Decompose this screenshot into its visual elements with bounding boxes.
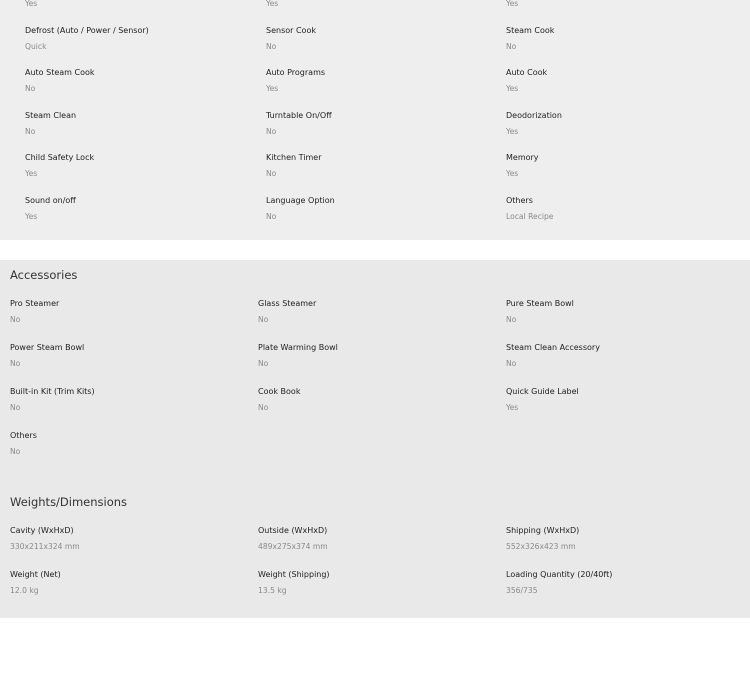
weights-dimensions-heading: Weights/Dimensions [10,495,128,509]
spec-item [258,570,488,596]
spec-value: No [10,315,21,324]
spec-label: Turntable On/Off [266,111,332,120]
spec-label: Sound on/off [25,196,76,205]
spec-label: Power Steam Bowl [10,343,85,352]
spec-value: Yes [25,169,38,178]
spec-item [25,196,255,222]
spec-label: Weight (Net) [10,570,61,579]
spec-value: No [258,403,269,412]
spec-value: No [10,447,21,456]
spec-label: Language Option [266,196,335,205]
spec-label: Auto Programs [266,68,326,77]
spec-label: Sensor Cook [266,26,316,35]
spec-item [258,387,488,413]
spec-item [10,387,240,413]
spec-value: Yes [506,84,519,93]
spec-value: No [266,212,277,221]
spec-value: 489x275x374 mm [258,542,328,551]
spec-value: No [258,315,269,324]
spec-item [266,111,496,137]
spec-item [10,343,240,369]
spec-value: No [266,169,277,178]
spec-value: Yes [25,212,38,221]
spec-label: Pure Steam Bowl [506,299,574,308]
specs-panel [0,260,750,618]
spec-value: Local Recipe [506,212,554,221]
spec-item [506,526,736,552]
spec-item [506,570,736,596]
spec-item [506,196,736,222]
spec-item [506,26,736,52]
spec-item [10,570,240,596]
spec-label: Pro Steamer [10,299,60,308]
spec-label: Plate Warming Bowl [258,343,338,352]
spec-value: Yes [25,0,38,8]
features-panel [0,0,750,240]
spec-item [506,111,736,137]
accessories-heading: Accessories [10,268,78,282]
spec-label: Shipping (WxHxD) [506,526,580,535]
spec-label: Kitchen Timer [266,153,322,162]
spec-item [258,343,488,369]
spec-value: No [266,127,277,136]
spec-item [10,526,240,552]
spec-value: Yes [506,0,519,8]
spec-value: No [10,359,21,368]
spec-label: Auto Steam Cook [25,68,95,77]
spec-item [266,68,496,94]
spec-value: 13.5 kg [258,586,287,595]
spec-label: Defrost (Auto / Power / Sensor) [25,26,149,35]
spec-item [506,387,736,413]
spec-value: No [506,359,517,368]
spec-label: Steam Clean Accessory [506,343,600,352]
spec-label: Glass Steamer [258,299,317,308]
spec-value: Yes [506,127,519,136]
spec-value: No [258,359,269,368]
spec-label: Outside (WxHxD) [258,526,328,535]
spec-label: Loading Quantity (20/40ft) [506,570,613,579]
spec-value: No [266,42,277,51]
spec-label: Quick Guide Label [506,387,579,396]
spec-label: Steam Clean [25,111,77,120]
spec-value: 356/735 [506,586,538,595]
spec-item [25,111,255,137]
spec-value: No [25,84,36,93]
spec-item [25,26,255,52]
spec-label: Others [506,196,533,205]
spec-item [266,26,496,52]
spec-value: Yes [506,403,519,412]
spec-item [258,526,488,552]
spec-value: No [10,403,21,412]
spec-value: No [506,315,517,324]
spec-value: No [506,42,517,51]
spec-value: 552x326x423 mm [506,542,576,551]
spec-item [258,299,488,325]
spec-item [506,343,736,369]
spec-label: Auto Cook [506,68,548,77]
spec-item [25,153,255,179]
spec-label: Child Safety Lock [25,153,95,162]
spec-label: Steam Cook [506,26,555,35]
spec-value: 330x211x324 mm [10,542,80,551]
spec-value: 12.0 kg [10,586,39,595]
spec-item [506,299,736,325]
spec-value: No [25,127,36,136]
spec-label: Built-in Kit (Trim Kits) [10,387,95,396]
spec-label: Others [10,431,37,440]
spec-item [506,68,736,94]
spec-item [506,153,736,179]
spec-value: Yes [266,0,279,8]
spec-item [10,299,240,325]
spec-item [266,153,496,179]
spec-value: Yes [266,84,279,93]
spec-label: Weight (Shipping) [258,570,330,579]
spec-value: Yes [506,169,519,178]
spec-item [266,196,496,222]
spec-label: Memory [506,153,539,162]
spec-label: Deodorization [506,111,562,120]
spec-label: Cook Book [258,387,301,396]
spec-value: Quick [25,42,47,51]
spec-item [10,431,240,457]
spec-item [25,68,255,94]
spec-label: Cavity (WxHxD) [10,526,74,535]
